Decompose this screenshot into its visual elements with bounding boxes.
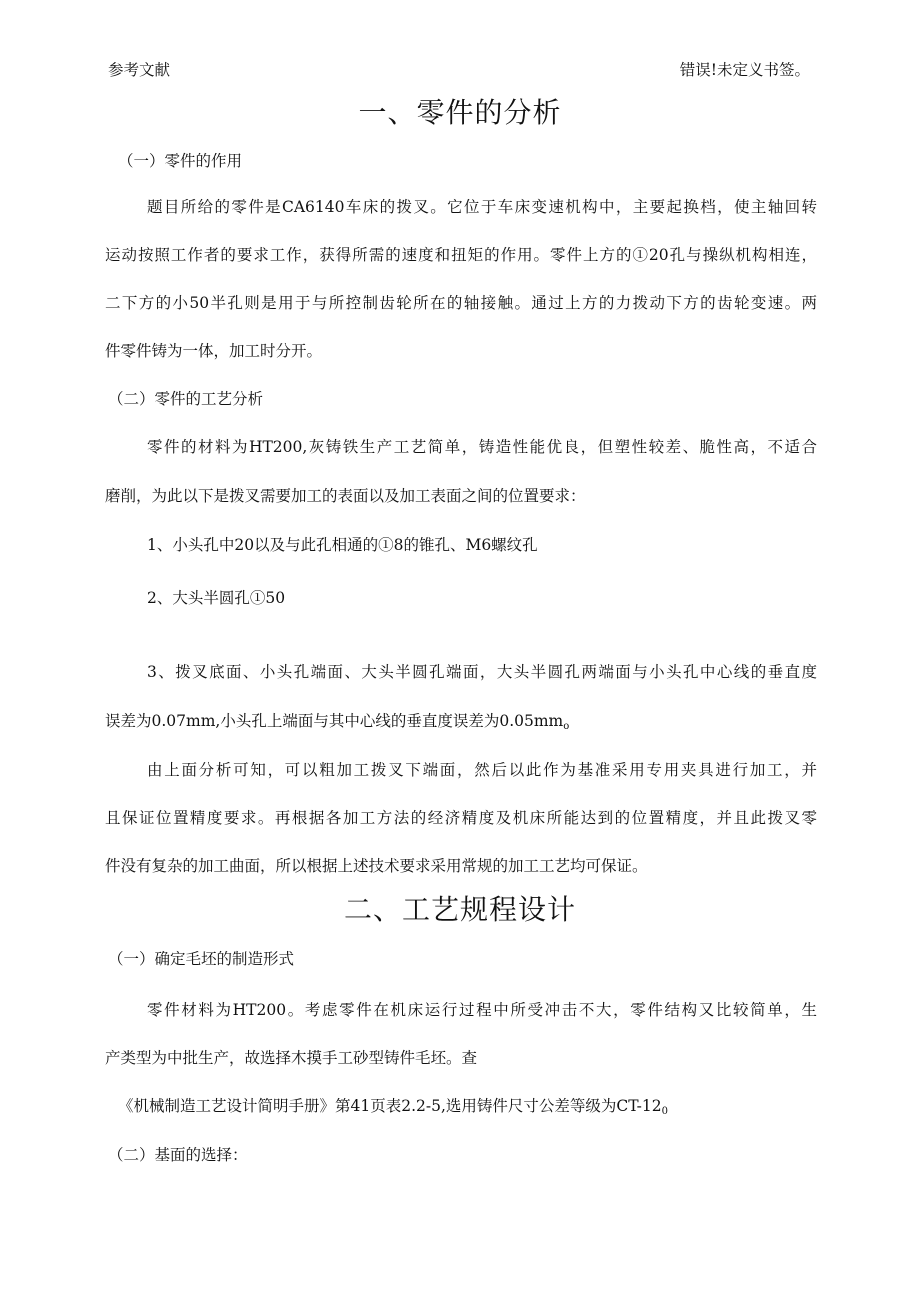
paragraph-line: 件零件铸为一体，加工时分开。 xyxy=(105,342,323,360)
handbook-reference-line xyxy=(118,1096,668,1122)
paragraph-line: 由上面分析可知，可以粗加工拨叉下端面，然后以此作为基准采用专用夹具进行加工，并 xyxy=(147,761,817,779)
paragraph-line: 零件的材料为HT200,灰铸铁生产工艺简单，铸造性能优良，但塑性较差、脆性高，不适合 xyxy=(147,438,817,456)
paragraph-line: 题目所给的零件是CA6140车床的拨叉。它位于车床变速机构中，主要起换档，使主轴回转 xyxy=(147,198,817,216)
section-heading-process-design: 二、工艺规程设计 xyxy=(343,893,576,926)
subsection-title-datum-selection: （二）基面的选择： xyxy=(108,1146,248,1164)
requirement-item-2: 2、大头半圆孔①50 xyxy=(147,589,286,607)
header-right-text: 错误!未定义书签。 xyxy=(679,61,810,79)
handbook-reference-text: 《机械制造工艺设计简明手册》第41页表2.2-5,选用铸件尺寸公差等级为CT-12 xyxy=(118,1097,662,1115)
paragraph-line: 磨削，为此以下是拨叉需要加工的表面以及加工表面之间的位置要求： xyxy=(105,487,586,505)
requirement-item-3-text: 误差为0.07mm,小头孔上端面与其中心线的垂直度误差为0.05mm xyxy=(105,712,564,730)
paragraph-line: 运动按照工作者的要求工作，获得所需的速度和扭矩的作用。零件上方的①20孔与操纵机构相连， xyxy=(105,246,817,264)
paragraph-line: 且保证位置精度要求。再根据各加工方法的经济精度及机床所能达到的位置精度，并且此拨叉零 xyxy=(105,809,817,827)
paragraph-line: 产类型为中批生产，故选择木摸手工砂型铸件毛坯。查 xyxy=(105,1049,478,1067)
requirement-item-1: 1、小头孔中20以及与此孔相通的①8的锥孔、M6螺纹孔 xyxy=(147,536,538,554)
header-left-text: 参考文献 xyxy=(108,61,171,79)
subsection-title-blank-form: （一）确定毛坯的制造形式 xyxy=(108,950,295,968)
requirement-item-3-line xyxy=(105,711,569,737)
subscript-mark: o xyxy=(563,721,570,732)
section-heading-part-analysis: 一、零件的分析 xyxy=(358,96,562,129)
paragraph-line: 二下方的小50半孔则是用于与所控制齿轮所在的轴接触。通过上方的力拨动下方的齿轮变速。两 xyxy=(105,294,817,312)
paragraph-line: 件没有复杂的加工曲面，所以根据上述技术要求采用常规的加工工艺均可保证。 xyxy=(105,857,648,875)
subsection-title-part-function: （一）零件的作用 xyxy=(118,152,243,170)
paragraph-line: 零件材料为HT200。考虑零件在机床运行过程中所受冲击不大，零件结构又比较简单，生 xyxy=(147,1001,817,1019)
subscript-mark: 0 xyxy=(661,1106,668,1117)
requirement-item-3-line: 3、拨叉底面、小头孔端面、大头半圆孔端面，大头半圆孔两端面与小头孔中心线的垂直度 xyxy=(147,663,817,681)
subsection-title-process-analysis: （二）零件的工艺分析 xyxy=(108,390,264,408)
